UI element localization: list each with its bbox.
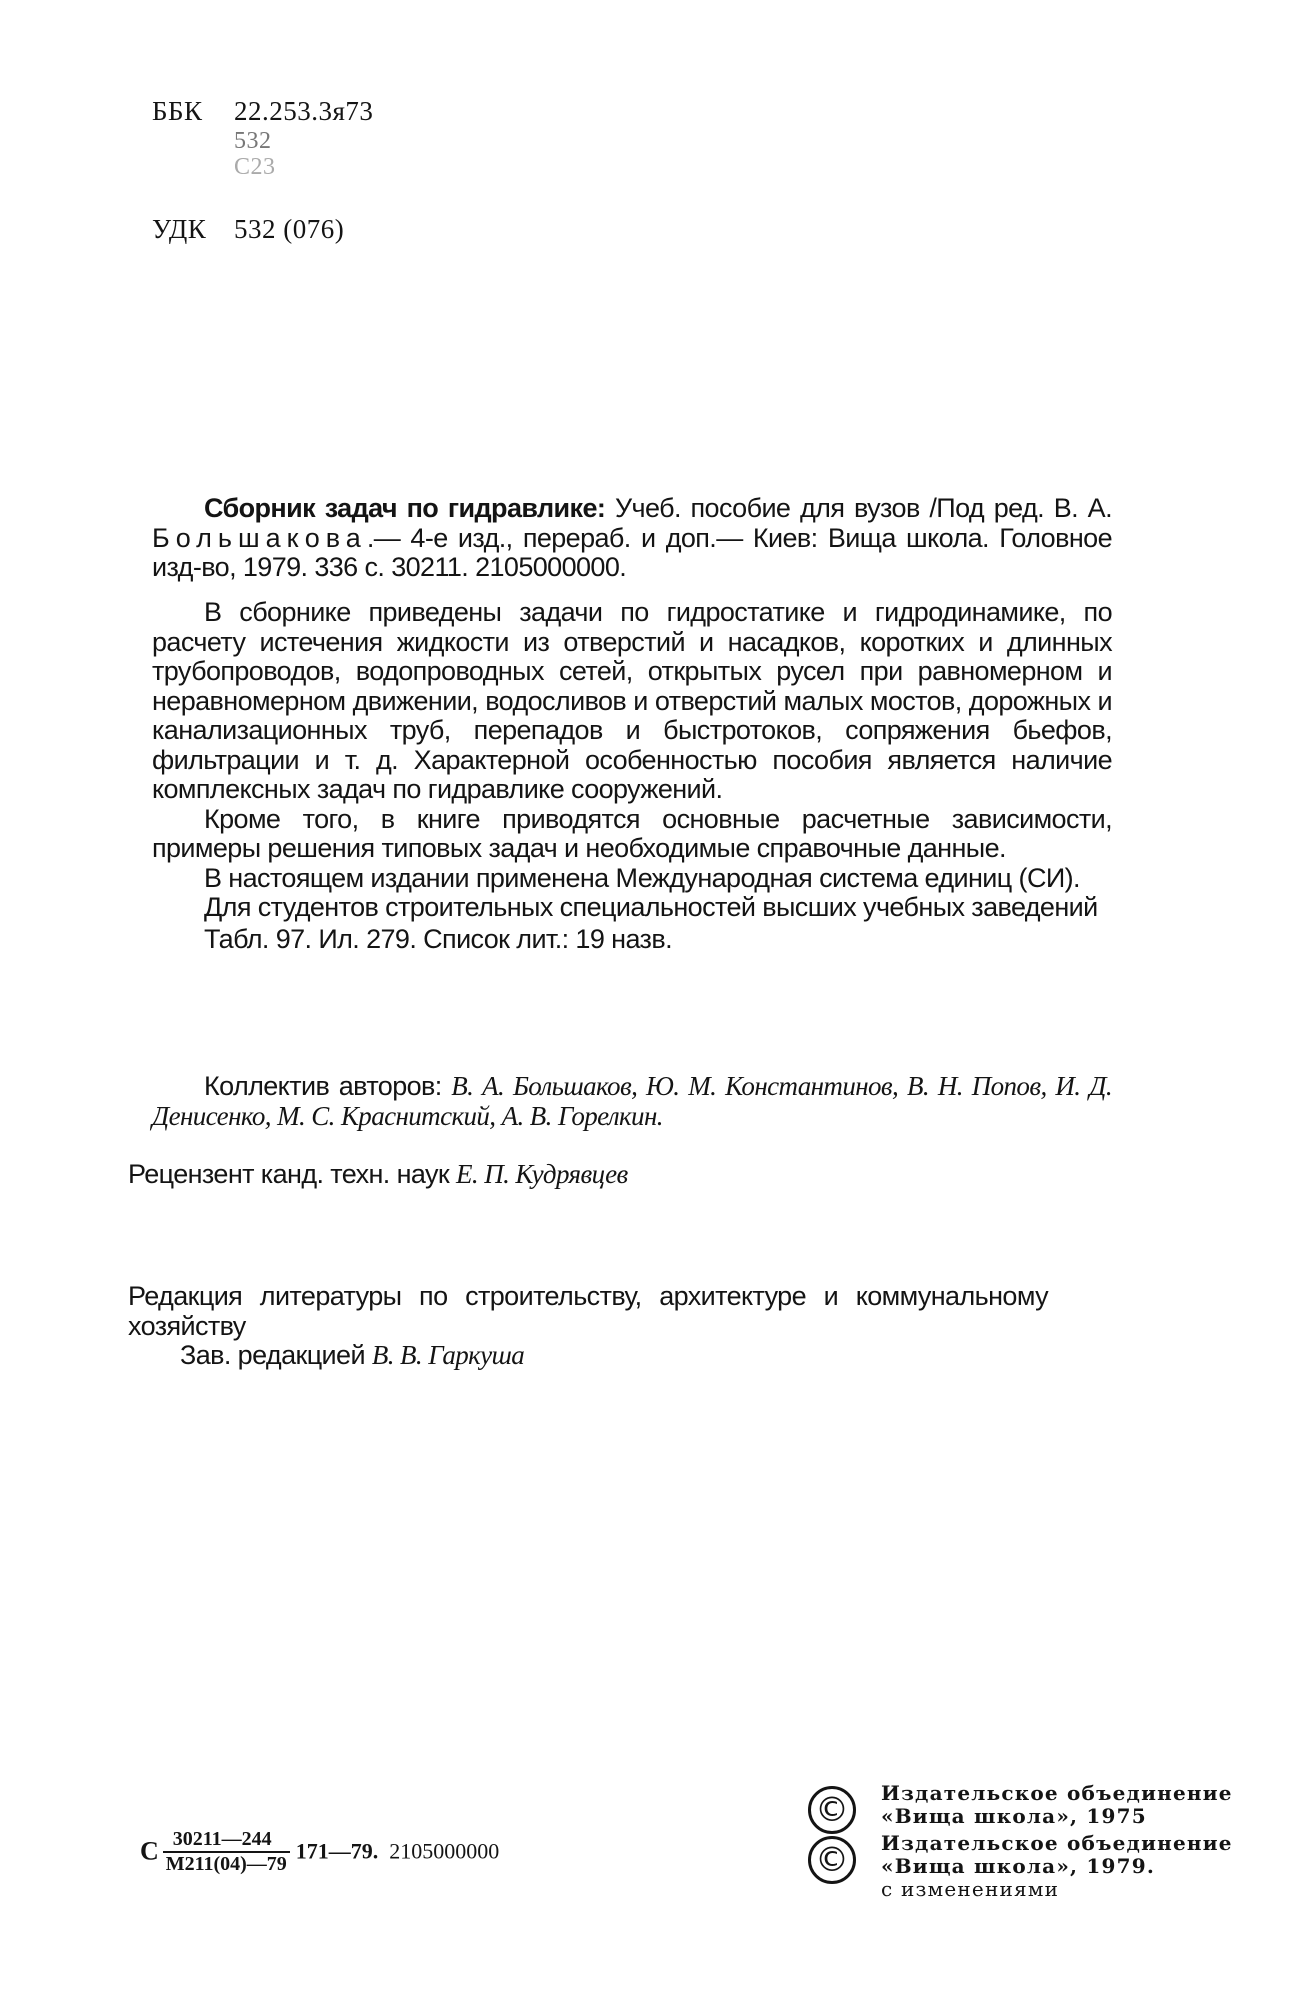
edition-info: .— 4-е изд., перераб. и доп.— Киев: Вища школа. Головное изд-во, 1979. 336 с. 30211. 2105000000. [152,522,1112,582]
imprint-denominator: М211(04)—79 [165,1853,287,1875]
bbk-line [152,96,373,126]
book-stats: Табл. 97. Ил. 279. Список лит.: 19 назв. [204,923,672,954]
copyright-publisher: Издательское объединение [881,1831,1233,1855]
imprint-numerator: 30211—244 [163,1828,290,1853]
imprint-suffix: 171—79. [295,1838,379,1864]
authors-names: В. А. Большаков, Ю. М. Константинов, В. Н. Попов, И. Д. Денисенко, М. С. Краснитский, А. В. Горелкин. [152,1071,1112,1131]
reviewer [128,1160,1088,1190]
imprint-prefix: С [140,1836,159,1866]
reviewer-name: Е. П. Кудрявцев [456,1159,628,1189]
editorial-office: Редакция литературы по строительству, архитектуре и коммунальному хозяйству [128,1281,1048,1341]
copyright-detail: «Вища школа», 1975 [881,1804,1147,1828]
copyright-notice [808,1782,1233,1828]
copyright-detail: «Вища школа», 1979. [881,1854,1155,1878]
udk-line [152,214,344,244]
reviewer-label: Рецензент канд. техн. наук [128,1159,457,1189]
bbk-code: 22.253.3я73 [234,96,374,126]
abstract-paragraph: Для студентов строительных специальностей высших учебных заведений [204,892,1098,922]
udk-label: УДК [152,214,207,244]
editorial [128,1282,1048,1371]
author-sign: С23 [234,154,276,180]
copyright-publisher: Издательское объединение [881,1781,1233,1805]
abstract-paragraph: В сборнике приведены задачи по гидростатике и гидродинамике, по расчету истечения жидкости из отверстий и насадков, коротких и длинных трубопроводов, водопроводных сетей, открытых русел при равномерном и неравномерном движении, водосливов и отверстий малых мостов, дорожных и канализационных труб, перепадов и быстротоков, сопряжения бьефов, фильтрации и т. д. Характерной особенностью пособия является наличие комплексных задач по гидравлике сооружений. [152,597,1112,804]
authors-label: Коллектив авторов: [204,1071,452,1101]
imprint-fraction [163,1828,290,1875]
imprint [140,1828,499,1888]
copyright-icon: © [808,1836,856,1884]
book-title: Сборник задач по гидравлике: [204,493,606,523]
copyright-note: с изменениями [881,1877,1060,1901]
bbk-label: ББК [152,96,203,126]
editorial-head-name: В. В. Гаркуша [371,1340,525,1370]
abstract [152,598,1112,954]
editor-surname: Большакова [152,522,367,553]
bibliographic-entry [152,494,1112,583]
authors [152,1072,1112,1131]
book-subtitle: Учеб. пособие для вузов /Под ред. [605,493,1045,523]
editor-initials: В. А. [1053,493,1112,523]
udk-code: 532 (076) [234,214,345,244]
abstract-paragraph: В настоящем издании применена Международная система единиц (СИ). [204,862,1080,893]
copyright-notices [808,1782,1233,1905]
abstract-paragraph: Кроме того, в книге приводятся основные расчетные зависимости, примеры решения типовых задач и необходимые справочные данные. [152,803,1112,863]
imprint-code: 2105000000 [389,1838,500,1864]
bbk-code-secondary: 532 [234,128,272,154]
copyright-notice [808,1832,1233,1901]
copyright-icon: © [808,1786,856,1834]
editorial-head-label: Зав. редакцией [180,1340,372,1370]
